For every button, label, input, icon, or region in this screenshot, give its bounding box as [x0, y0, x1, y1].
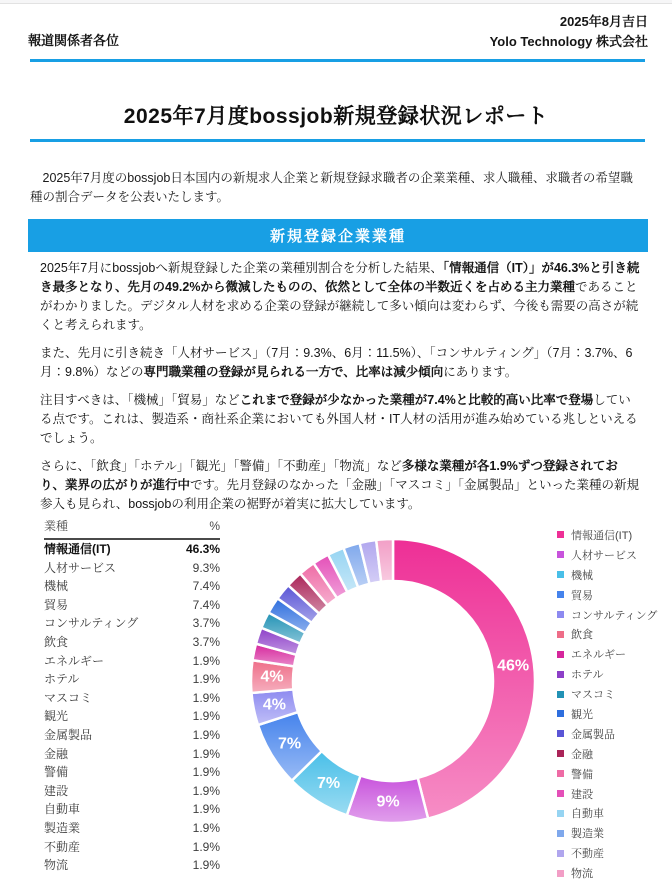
industry-share-table — [44, 516, 220, 875]
table-row: マスコミ 1.9% — [44, 690, 220, 705]
table-row: ホテル 1.9% — [44, 672, 220, 687]
slice-label: 46% — [497, 657, 530, 675]
legend-swatch-icon — [557, 810, 564, 817]
page-title: 2025年7月度bossjob新規登録状況レポート — [123, 105, 549, 129]
data-section — [0, 510, 672, 894]
legend-item: 金属製品 — [557, 724, 657, 744]
legend-swatch-icon — [557, 710, 564, 717]
donut-chart — [243, 531, 543, 831]
legend-item: エネルギー — [557, 644, 657, 664]
table-header-percent: % — [173, 516, 220, 539]
legend-swatch-icon — [557, 591, 564, 598]
legend-swatch-icon — [557, 770, 564, 777]
legend-item: 自動車 — [557, 803, 657, 823]
paragraph: 注目すべきは、「機械」「貿易」などこれまで登録が少なかった業種が7.4%と比較的高い比率で登場している点です。これは、製造系・商社系企業においても外国人材・IT人材の活用が進み始めている兆しといえるでしょう。 — [40, 393, 638, 445]
legend-swatch-icon — [557, 551, 564, 558]
table-row: 物流 1.9% — [44, 858, 220, 873]
table-row: エネルギー 1.9% — [44, 653, 220, 668]
legend-swatch-icon — [557, 750, 564, 757]
legend-item: ホテル — [557, 664, 657, 684]
body-paragraphs — [40, 259, 642, 523]
legend-swatch-icon — [557, 531, 564, 538]
legend-swatch-icon — [557, 730, 564, 737]
legend-swatch-icon — [557, 631, 564, 638]
legend-swatch-icon — [557, 790, 564, 797]
legend-item: マスコミ — [557, 684, 657, 704]
intro-paragraph: 2025年7月度のbossjob日本国内の新規求人企業と新規登録求職者の企業業種、求人職種、求職者の希望職種の割合データを公表いたします。 — [30, 170, 633, 204]
chart-legend — [557, 525, 657, 883]
legend-item: コンサルティング — [557, 605, 657, 625]
slice-label: 4% — [262, 696, 286, 714]
legend-item: 飲食 — [557, 624, 657, 644]
paragraph: また、先月に引き続き「人材サービス」（7月：9.3%、6月：11.5%）、「コンサルティング」（7月：3.7%、6月：9.8%）などの専門職業種の登録が見られる一方で、比率は減少傾向にあります。 — [40, 346, 633, 379]
table-row: 貿易 7.4% — [44, 597, 220, 612]
legend-item: 観光 — [557, 704, 657, 724]
legend-swatch-icon — [557, 671, 564, 678]
header-right-block — [490, 12, 648, 52]
legend-swatch-icon — [557, 691, 564, 698]
divider-rule-under-title — [30, 139, 645, 142]
legend-item: 貿易 — [557, 585, 657, 605]
divider-rule-top — [30, 59, 645, 62]
legend-item: 製造業 — [557, 823, 657, 843]
legend-item: 不動産 — [557, 843, 657, 863]
legend-swatch-icon — [557, 850, 564, 857]
legend-item: 人材サービス — [557, 545, 657, 565]
date-line: 2025年8月吉日 — [559, 14, 648, 29]
table-row: 機械 7.4% — [44, 579, 220, 594]
table-body — [44, 539, 220, 875]
legend-item: 機械 — [557, 565, 657, 585]
legend-swatch-icon — [557, 830, 564, 837]
section-banner: 新規登録企業業種 — [28, 219, 648, 252]
paragraph: 2025年7月にbossjobへ新規登録した企業の業種別割合を分析した結果、「情報通信（IT）」が46.3%と引き続き最多となり、先月の49.2%から微減したものの、依然として全体の半数近くを占める主力業種であることがわかりました。デジタル人材を求める企業の登録が継続して多い傾向は変わらず、今後も需要の高さが続くと考えられます。 — [40, 261, 640, 332]
donut-chart-svg — [243, 531, 543, 831]
table-header-industry: 業種 — [44, 516, 173, 539]
table-row: 製造業 1.9% — [44, 820, 220, 835]
viewer-top-strip — [0, 0, 672, 4]
donut-slice — [393, 539, 535, 819]
legend-swatch-icon — [557, 870, 564, 877]
legend-item: 物流 — [557, 863, 657, 883]
table-row: 人材サービス 9.3% — [44, 560, 220, 575]
slice-label: 7% — [316, 774, 341, 792]
legend-item: 建設 — [557, 784, 657, 804]
table-row: 飲食 3.7% — [44, 634, 220, 649]
legend-swatch-icon — [557, 571, 564, 578]
paragraph: さらに、「飲食」「ホテル」「観光」「警備」「不動産」「物流」など多様な業種が各1.9%ずつ登録されており、業界の広がりが進行中です。先月登録のなかった「金融」「マスコミ」「金属製品」といった業種の新規参入も見られ、bossjobの利用企業の裾野が着実に拡大しています。 — [40, 459, 640, 511]
table-row: 不動産 1.9% — [44, 839, 220, 854]
table-row: 金融 1.9% — [44, 746, 220, 761]
legend-swatch-icon — [557, 651, 564, 658]
recipient-line: 報道関係者各位 — [28, 33, 120, 48]
company-line: Yolo Technology 株式会社 — [489, 34, 648, 49]
table-row: 建設 1.9% — [44, 783, 220, 798]
legend-item: 情報通信(IT) — [557, 525, 657, 545]
slice-label: 7% — [278, 735, 302, 753]
legend-swatch-icon — [557, 611, 564, 618]
table-row: 自動車 1.9% — [44, 802, 220, 817]
legend-item: 金融 — [557, 744, 657, 764]
table-row: 観光 1.9% — [44, 709, 220, 724]
table-row: 警備 1.9% — [44, 765, 220, 780]
table-row: コンサルティング 3.7% — [44, 616, 220, 631]
slice-label: 4% — [260, 668, 284, 686]
slice-label: 9% — [376, 793, 400, 811]
table-row: 情報通信(IT) 46.3% — [44, 542, 220, 556]
legend-item: 警備 — [557, 764, 657, 784]
table-row: 金属製品 1.9% — [44, 727, 220, 742]
